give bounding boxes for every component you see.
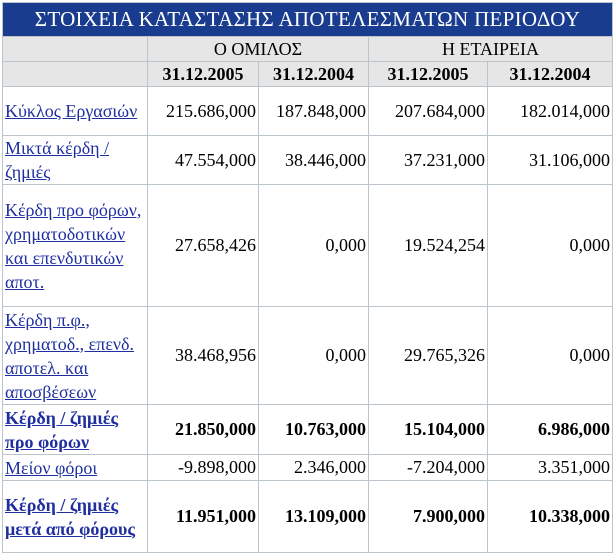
table-row xyxy=(3,87,613,136)
value-cell: 10.338,000 xyxy=(488,481,613,553)
group-header-etaireia: Η ΕΤΑΙΡΕΙΑ xyxy=(369,37,613,62)
table-row xyxy=(3,185,613,307)
value-cell: 31.106,000 xyxy=(488,136,613,185)
results-table xyxy=(2,2,613,553)
value-cell: 2.346,000 xyxy=(259,455,369,481)
value-cell: -9.898,000 xyxy=(148,455,259,481)
row-label-cell xyxy=(3,136,148,185)
value-cell: 21.850,000 xyxy=(148,405,259,455)
value-cell: 13.109,000 xyxy=(259,481,369,553)
value-cell: 6.986,000 xyxy=(488,405,613,455)
value-cell: 215.686,000 xyxy=(148,87,259,136)
row-label-link[interactable]: Κέρδη π.φ., χρηματοδ., επενδ. αποτελ. και αποσβέσεων xyxy=(5,309,135,402)
value-cell: 19.524,254 xyxy=(369,185,488,307)
value-cell: 27.658,426 xyxy=(148,185,259,307)
row-label-cell xyxy=(3,87,148,136)
title-row xyxy=(3,3,613,37)
table-row xyxy=(3,307,613,405)
row-label-cell xyxy=(3,307,148,405)
value-cell: 0,000 xyxy=(259,185,369,307)
value-cell: 182.014,000 xyxy=(488,87,613,136)
value-cell: 37.231,000 xyxy=(369,136,488,185)
row-label-cell xyxy=(3,185,148,307)
row-label-link[interactable]: Κέρδη προ φόρων, χρηματοδοτικών και επενδυτικών αποτ. xyxy=(5,199,142,292)
value-cell: 0,000 xyxy=(488,307,613,405)
value-cell: 11.951,000 xyxy=(148,481,259,553)
table-row xyxy=(3,455,613,481)
value-cell: -7.204,000 xyxy=(369,455,488,481)
value-cell: 38.446,000 xyxy=(259,136,369,185)
date-header: 31.12.2004 xyxy=(259,62,369,87)
date-header: 31.12.2005 xyxy=(148,62,259,87)
value-cell: 0,000 xyxy=(488,185,613,307)
value-cell: 187.848,000 xyxy=(259,87,369,136)
row-label-link[interactable]: Κέρδη / ζημιές μετά από φόρους xyxy=(5,494,135,539)
row-label-link[interactable]: Μικτά κέρδη / ζημιές xyxy=(5,138,110,182)
header-blank-cell xyxy=(3,37,148,62)
group-header-omilos: Ο ΟΜΙΛΟΣ xyxy=(148,37,369,62)
table-row xyxy=(3,136,613,185)
date-header: 31.12.2004 xyxy=(488,62,613,87)
value-cell: 207.684,000 xyxy=(369,87,488,136)
row-label-cell xyxy=(3,455,148,481)
table-row xyxy=(3,405,613,455)
table-row xyxy=(3,481,613,553)
date-header: 31.12.2005 xyxy=(369,62,488,87)
row-label-cell xyxy=(3,481,148,553)
value-cell: 10.763,000 xyxy=(259,405,369,455)
row-label-cell xyxy=(3,405,148,455)
value-cell: 29.765,326 xyxy=(369,307,488,405)
row-label-link[interactable]: Κύκλος Εργασιών xyxy=(5,101,138,121)
row-label-link[interactable]: Μείον φόροι xyxy=(5,457,98,478)
value-cell: 15.104,000 xyxy=(369,405,488,455)
value-cell: 47.554,000 xyxy=(148,136,259,185)
value-cell: 0,000 xyxy=(259,307,369,405)
table-title: ΣΤΟΙΧΕΙΑ ΚΑΤΑΣΤΑΣΗΣ ΑΠΟΤΕΛΕΣΜΑΤΩΝ ΠΕΡΙΟΔΟΥ xyxy=(3,3,613,37)
group-header-row xyxy=(3,37,613,62)
row-label-link[interactable]: Κέρδη / ζημιές προ φόρων xyxy=(5,407,119,452)
date-header-row xyxy=(3,62,613,87)
value-cell: 38.468,956 xyxy=(148,307,259,405)
value-cell: 3.351,000 xyxy=(488,455,613,481)
value-cell: 7.900,000 xyxy=(369,481,488,553)
date-blank-cell xyxy=(3,62,148,87)
